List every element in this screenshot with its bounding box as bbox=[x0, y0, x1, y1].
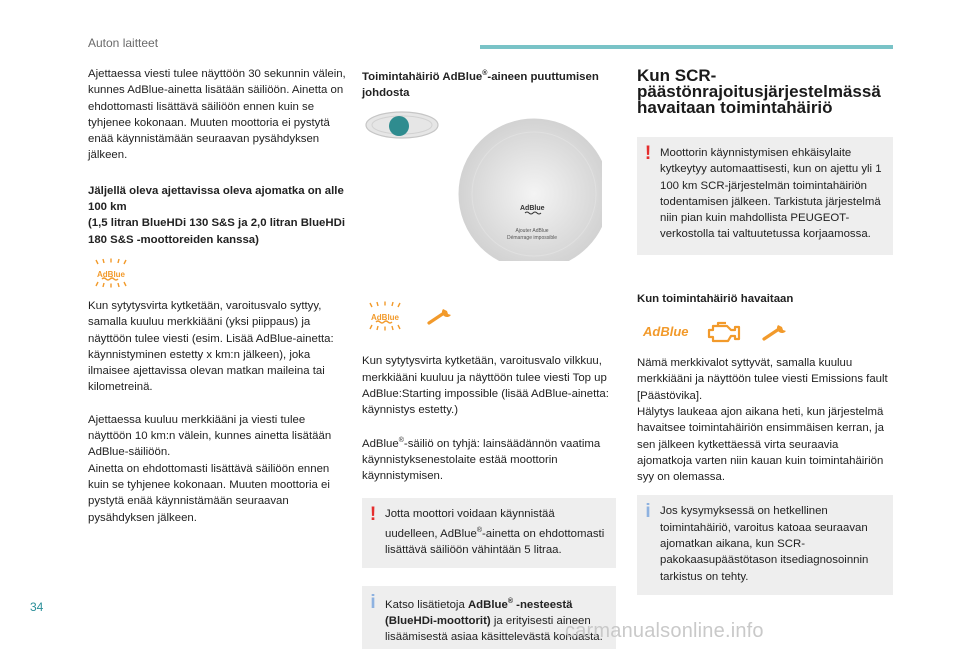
dial-message-line: Démarrage impossible bbox=[506, 235, 558, 242]
paragraph: Ajettaessa viesti tulee näyttöön 30 sekunnin välein, kunnes AdBlue-ainetta lisätään säiliöön. Ainetta on ehdottomasti lisättävä säiliöön ennen kuin se tyhjenee kokonaan. Muuten moottoria ei pystytä enää käynnistämään seuraavan pysähdyksen jälkeen. bbox=[88, 68, 346, 162]
header-accent-bar bbox=[480, 45, 893, 49]
paragraph-part: AdBlue bbox=[362, 437, 399, 450]
heading-text: Toimintahäiriö AdBlue bbox=[362, 70, 483, 83]
heading-engine-note: (1,5 litran BlueHDi 130 S&S ja 2,0 litran BlueHDi 180 S&S -moottoreiden kanssa) bbox=[88, 217, 346, 246]
subsection-heading bbox=[88, 183, 350, 248]
paragraph bbox=[637, 355, 893, 485]
dial-message-line: Ajouter AdBlue bbox=[515, 228, 549, 235]
fluid-wave-icon bbox=[524, 210, 542, 215]
column-3 bbox=[637, 66, 893, 613]
note-text: Katso lisätietoja bbox=[385, 598, 468, 611]
adblue-warning-lamp-icon bbox=[362, 301, 408, 331]
wrench-icon bbox=[761, 322, 791, 342]
exclamation-icon: ! bbox=[369, 504, 377, 526]
watermark: carmanualsonline.info bbox=[565, 620, 764, 642]
paragraph: Kun sytytysvirta kytketään, varoitusvalo syttyy, samalla kuuluu merkkiääni (yksi piippaus) ja näyttöön tulee viesti (esim. Lisää AdBlue-ainetta: käynnistyminen estetty x km:n jälkeen), joka ilmaisee ajettavissa olevan matkan maileina tai kilometreinä. bbox=[88, 299, 334, 394]
adblue-lamp-icon: AdBlue bbox=[643, 323, 689, 339]
info-icon: i bbox=[645, 501, 651, 523]
subsection-heading bbox=[362, 66, 616, 101]
section-title: Kun SCR-päästönrajoitusjärjestelmässä havaitaan toimintahäiriö bbox=[637, 66, 881, 117]
registered-mark: ® bbox=[507, 597, 513, 605]
engine-check-icon bbox=[705, 319, 745, 345]
registered-mark: ® bbox=[482, 70, 488, 77]
section-header: Auton laitteet bbox=[88, 36, 159, 50]
adblue-warning-lamp-icon bbox=[88, 258, 134, 288]
paragraph-part: -säiliö on tyhjä: lainsäädännön vaatima käynnistyksenestolaite estää moottorin käynnistymisen. bbox=[362, 437, 601, 482]
wrench-icon bbox=[426, 306, 456, 326]
page-number: 34 bbox=[30, 600, 44, 614]
note-emphasis: -nesteestä (BlueHDi-moottorit) bbox=[385, 598, 573, 628]
instrument-panel-illustration bbox=[362, 111, 602, 261]
paragraph-part: Ainetta on ehdottomasti lisättävä säiliöön ennen kuin se tyhjenee kokonaan. Muuten moottoria ei pystytä enää käynnistämään seuraavan pysähdyksen jälkeen. bbox=[88, 462, 330, 524]
subsection-heading: Kun toimintahäiriö havaitaan bbox=[637, 292, 794, 305]
lamp-label: AdBlue bbox=[371, 313, 399, 323]
lamp-row bbox=[88, 258, 350, 288]
paragraph bbox=[362, 433, 616, 485]
registered-mark: ® bbox=[398, 436, 404, 444]
column-2 bbox=[362, 66, 616, 649]
lamp-row bbox=[362, 301, 616, 331]
info-note bbox=[637, 495, 893, 594]
heading-text: -aineen puuttumisen johdosta bbox=[362, 70, 599, 100]
column-1 bbox=[88, 66, 350, 526]
note-text: -ainetta on ehdottomasti lisättävä säiliöön vähintään 5 litraa. bbox=[385, 527, 605, 556]
warning-note bbox=[362, 498, 616, 568]
paragraph-part: Nämä merkkivalot syttyvät, samalla kuuluu merkkiääni ja näyttöön tulee viesti Emissions fault [Päästövika]. bbox=[637, 357, 888, 402]
note-text: ja erityisesti aineen lisäämisestä asiaa käsittelevästä kohdasta. bbox=[385, 615, 603, 644]
lamp-label: AdBlue bbox=[97, 269, 125, 279]
paragraph-part: Hälytys laukeaa ajon aikana heti, kun järjestelmä havaitsee toimintahäiriön ensimmäisen kerran, ja sen jälkeen kytkettäessä virta seuraavia ajomatkoja varten niin kauan kuin toimintahäiriön syy on olemassa. bbox=[637, 405, 884, 484]
exclamation-icon: ! bbox=[644, 143, 652, 164]
info-icon: i bbox=[370, 591, 376, 613]
paragraph: Kun sytytysvirta kytketään, varoitusvalo vilkkuu, merkkiääni kuuluu ja näyttöön tulee viesti Top up AdBlue:Starting impossible (lisää AdBlue-ainetta: käynnistys estetty.) bbox=[362, 355, 609, 417]
note-emphasis: AdBlue bbox=[467, 598, 508, 611]
dial-adblue-label: AdBlue bbox=[520, 205, 545, 213]
heading-text: Jäljellä oleva ajettavissa oleva ajomatka on alle 100 km bbox=[88, 184, 344, 214]
note-text: Jos kysymyksessä on hetkellinen toimintahäiriö, varoitus katoaa seuraavan ajomatkan aikana, kun SCR-pakokaasupäästötason itsediagnosoinnin tarkistus on tehty. bbox=[660, 505, 869, 583]
paragraph-part: Ajettaessa kuuluu merkkiääni ja viesti tulee näyttöön 10 km:n välein, kunnes ainetta lisätään AdBlue-säiliöön. bbox=[88, 413, 332, 459]
note-text: Jotta moottori voidaan käynnistää uudelleen, AdBlue bbox=[385, 508, 555, 540]
lamp-row bbox=[637, 319, 893, 345]
paragraph bbox=[88, 412, 350, 526]
warning-note bbox=[637, 137, 893, 255]
registered-mark: ® bbox=[476, 526, 483, 534]
note-text: Moottorin käynnistymisen ehkäisylaite kytkeytyy automaattisesti, kun on ajettu yli 1 100 km SCR-järjestelmän toimintahäiriön todentamisen jälkeen. Tarkistuta järjestelmä niin pian kuin mahdollista PEUGEOT-verkostolla tai valtuutetussa korjaamossa. bbox=[660, 147, 882, 241]
